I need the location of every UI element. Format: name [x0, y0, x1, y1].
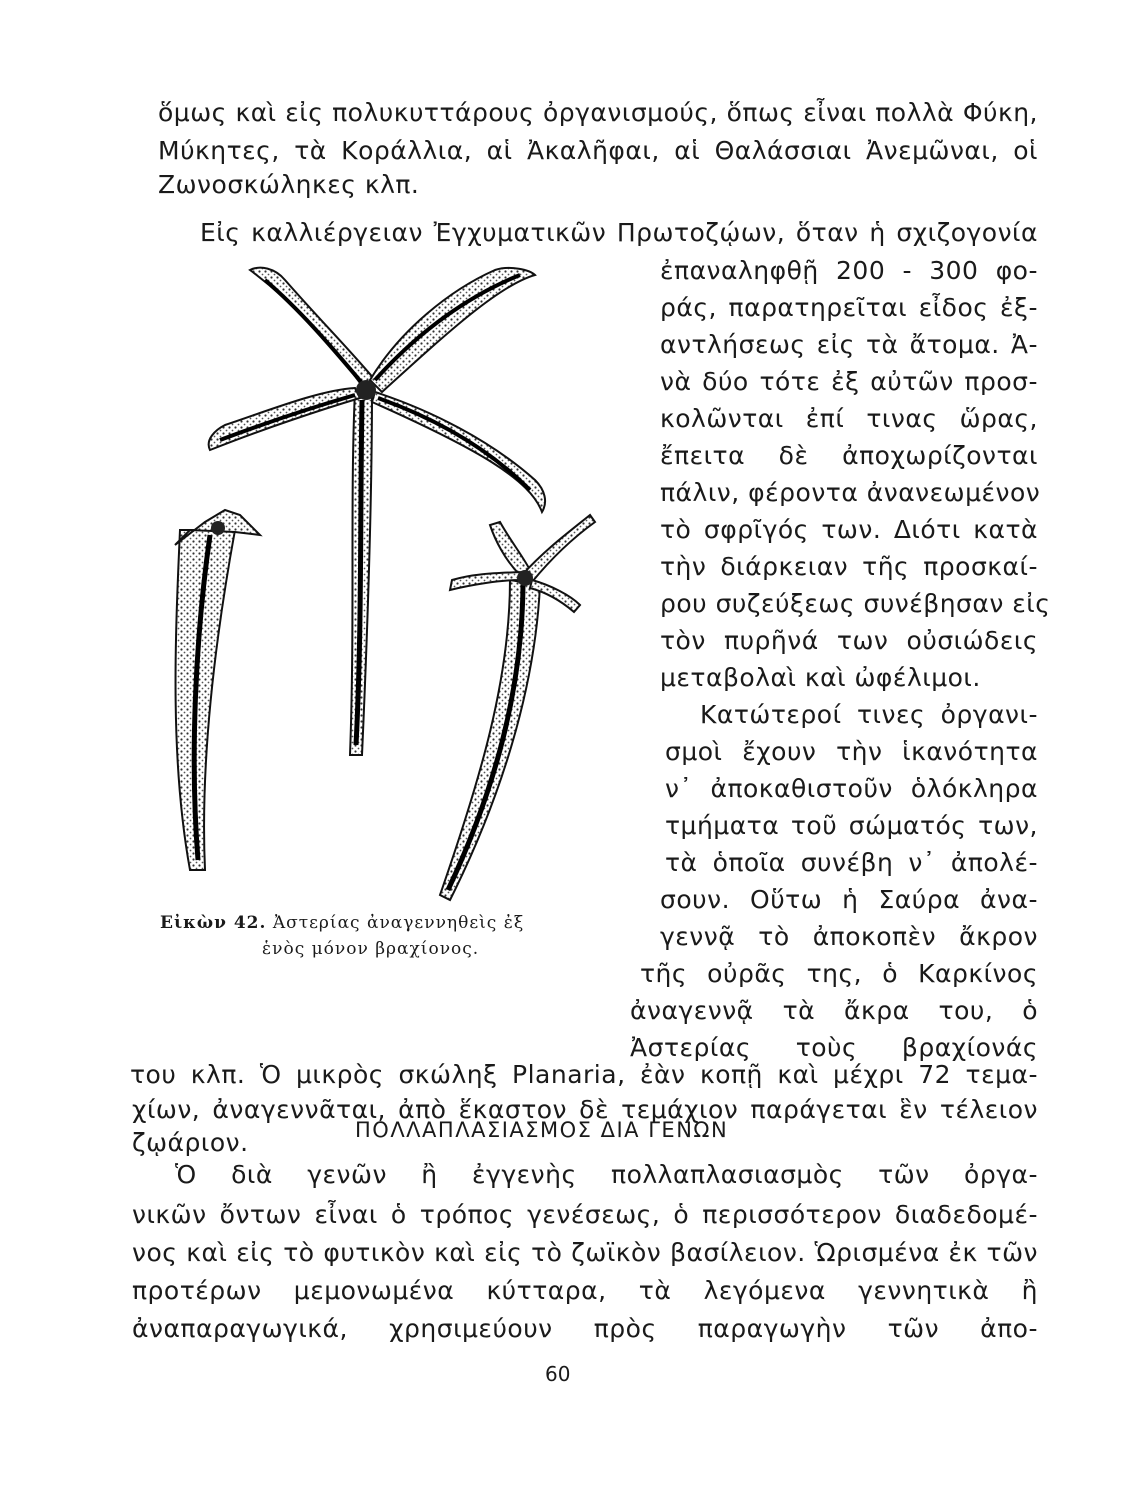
text-line: τῆς οὐρᾶς της, ὁ Καρκίνος [640, 959, 1038, 988]
text-line: Κατώτεροί τινες ὀργανι- [700, 700, 1038, 729]
text-line: νὰ δύο τότε ἐξ αὐτῶν προσ- [660, 367, 1038, 396]
text-line: προτέρων μεμονωμένα κύτταρα, τὰ λεγόμενα γεννητικὰ ἢ [132, 1276, 1038, 1305]
text-line: νικῶν ὄντων εἶναι ὁ τρόπος γενέσεως, ὁ περισσότερον διαδεδομέ- [132, 1200, 1038, 1229]
text-line: σουν. Οὕτω ἡ Σαύρα ἀνα- [660, 885, 1038, 914]
text-line: Μύκητες, τὰ Κοράλλια, αἱ Ἀκαλῆφαι, αἱ Θαλάσσιαι Ἀνεμῶναι, οἱ [158, 136, 1038, 165]
text-line: ἀναγεννᾷ τὰ ἄκρα του, ὁ [630, 996, 1038, 1025]
text-line: πάλιν, φέροντα ἀνανεωμένον [660, 478, 1041, 507]
figure-caption-line2: ἑνὸς μόνον βραχίονος. [262, 939, 480, 959]
text-line: Ὁ διὰ γενῶν ἢ ἐγγενὴς πολλαπλασιασμὸς τῶν ὀργα- [175, 1160, 1038, 1189]
text-line: ὅμως καὶ εἰς πολυκυττάρους ὀργανισμούς, ὅπως εἶναι πολλὰ Φύκη, [158, 98, 1038, 127]
text-line: ρου συζεύξεως συνέβησαν εἰς [660, 589, 1051, 618]
small-starfish-left [175, 510, 260, 870]
text-line: του κλπ. Ὁ μικρὸς σκώληξ Planaria, ἐὰν κοπῇ καὶ μέχρι 72 τεμα- [130, 1060, 1038, 1089]
text-line: τὸν πυρῆνά των οὐσιώδεις [660, 626, 1038, 655]
small-starfish-right [440, 515, 595, 900]
page-number: 60 [545, 1362, 571, 1386]
text-line: ν᾽ ἀποκαθιστοῦν ὁλόκληρα [665, 774, 1038, 803]
figure-label: Εἰκὼν 42. [160, 913, 267, 933]
text-line: τὴν διάρκειαν τῆς προσκαί- [660, 552, 1038, 581]
text-line: τμήματα τοῦ σώματός των, [665, 811, 1038, 840]
text-line: μεταβολαὶ καὶ ὠφέλιμοι. [660, 663, 981, 692]
large-starfish [209, 268, 545, 755]
text-line: Εἰς καλλιέργειαν Ἐγχυματικῶν Πρωτοζῴων, ὅταν ἡ σχιζογονία [200, 218, 1038, 247]
text-line: τὸ σφρῖγός των. Διότι κατὰ [660, 515, 1038, 544]
text-line: ἐπαναληφθῇ 200 - 300 φο- [660, 256, 1038, 285]
figure-caption-line1: Ἀστερίας ἀναγεννηθεὶς ἐξ [272, 913, 525, 933]
text-line: ράς, παρατηρεῖται εἶδος ἐξ- [660, 293, 1038, 322]
text-line: ἔπειτα δὲ ἀποχωρίζονται [660, 441, 1038, 470]
text-line: ἀναπαραγωγικά, χρησιμεύουν πρὸς παραγωγὴν τῶν ἀπο- [132, 1314, 1038, 1343]
figure-caption [160, 910, 600, 962]
text-line: γεννᾷ τὸ ἀποκοπὲν ἄκρον [660, 922, 1038, 951]
text-line: Ζωνοσκώληκες κλπ. [158, 170, 420, 199]
text-line: κολῶνται ἐπί τινας ὥρας, [660, 404, 1038, 433]
text-line: τὰ ὁποῖα συνέβη ν᾽ ἀπολέ- [665, 848, 1038, 877]
section-heading: ΠΟΛΛΑΠΛΑΣΙΑΣΜΟΣ ΔΙΑ ΓΕΝΩΝ [355, 1118, 729, 1142]
starfish-illustration [150, 240, 610, 910]
text-line: αντλήσεως εἰς τὰ ἄτομα. Ἀ- [660, 330, 1038, 359]
text-line: ζῳάριον. [132, 1128, 249, 1157]
text-line: σμοὶ ἔχουν τὴν ἱκανότητα [665, 737, 1038, 766]
text-line: Ἀστερίας τοὺς βραχίονάς [630, 1033, 1038, 1062]
text-line: νος καὶ εἰς τὸ φυτικὸν καὶ εἰς τὸ ζωϊκὸν βασίλειον. Ὡρισμένα ἐκ τῶν [132, 1238, 1038, 1267]
text-line: χίων, ἀναγεννᾶται, ἀπὸ ἕκαστον δὲ τεμάχιον παράγεται ἓν τέλειον [132, 1095, 1038, 1124]
